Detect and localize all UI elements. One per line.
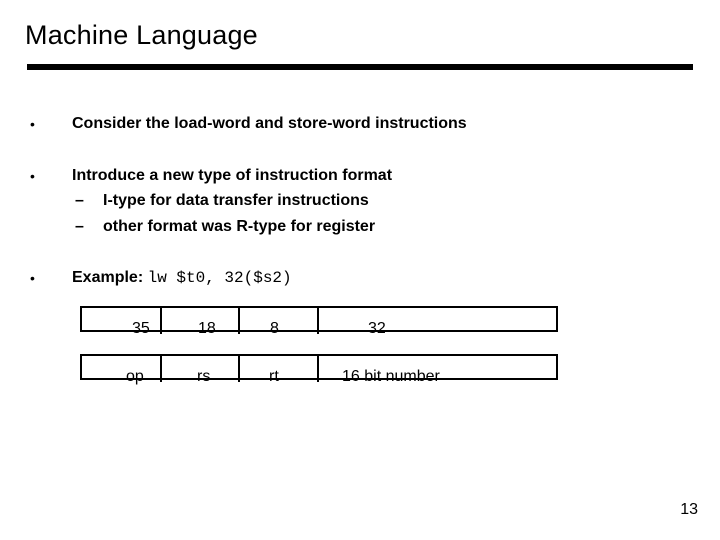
rt-field-label: rt [269,368,279,385]
bullet-marker: • [30,270,35,286]
field-divider [317,306,319,334]
instruction-values-box [80,306,558,332]
subitem-text: I-type for data transfer instructions [103,192,369,209]
bullet-3-text [72,269,292,287]
bullet-2-subitem-2 [75,218,375,236]
op-field-label: op [126,368,144,385]
sub-dash: – [75,192,84,209]
page-number: 13 [680,501,698,518]
rs-value: 18 [198,320,216,337]
rs-field-label: rs [197,368,211,385]
title-underline [27,64,693,70]
op-value: 35 [132,320,150,337]
example-label: Example: [72,269,144,286]
field-divider [160,306,162,334]
immediate-field-label: 16 bit number [342,368,440,385]
sub-dash: – [75,218,84,235]
bullet-marker: • [30,168,35,184]
bullet-marker: • [30,116,35,132]
rt-value: 8 [270,320,279,337]
field-divider [317,354,319,382]
instruction-fields-box [80,354,558,380]
field-divider [238,306,240,334]
immediate-value: 32 [368,320,386,337]
field-divider [238,354,240,382]
subitem-text: other format was R-type for register [103,218,376,235]
bullet-2-subitem-1 [75,192,369,210]
bullet-2-text: Introduce a new type of instruction format [72,167,393,184]
bullet-1-text: Consider the load-word and store-word instructions [72,115,467,132]
field-divider [160,354,162,382]
example-code: lw $t0, 32($s2) [147,269,292,287]
slide-title: Machine Language [25,20,258,50]
